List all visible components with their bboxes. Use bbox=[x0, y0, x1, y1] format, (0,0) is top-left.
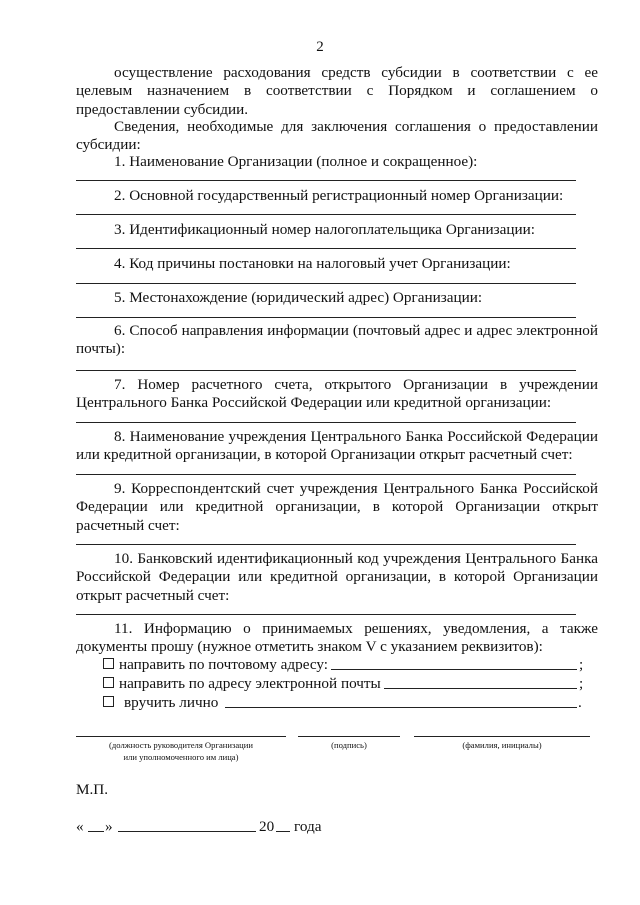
date-close-quote: » bbox=[105, 818, 113, 835]
position-caption bbox=[76, 739, 286, 763]
date-day-fill-line[interactable] bbox=[88, 831, 104, 832]
item-6-label: 6. Способ направления информации (почтовый адрес и адрес электронной почты): bbox=[76, 322, 598, 358]
item-2-label: 2. Основной государственный регистрационный номер Организации: bbox=[114, 187, 564, 204]
item-3-fill-line[interactable] bbox=[76, 248, 576, 249]
item-9-label: 9. Корреспондентский счет учреждения Центрального Банка Российской Федерации или кредитной организации, в которой Организации открыт расчетный счет: bbox=[76, 480, 598, 534]
page-number: 2 bbox=[316, 39, 324, 55]
item-10-fill-line[interactable] bbox=[76, 614, 576, 615]
option-personal[interactable] bbox=[103, 694, 218, 712]
item-5-label: 5. Местонахождение (юридический адрес) Организации: bbox=[114, 289, 483, 306]
option-personal-label: вручить лично bbox=[124, 694, 219, 711]
signature-sign-line[interactable] bbox=[298, 736, 400, 737]
item-5-fill-line[interactable] bbox=[76, 317, 576, 318]
option-email-label: направить по адресу электронной почты bbox=[119, 675, 381, 692]
item-9-fill-line[interactable] bbox=[76, 544, 576, 545]
email-address-fill-line[interactable] bbox=[384, 688, 577, 689]
item-8-fill-line[interactable] bbox=[76, 474, 576, 475]
signature-caption: (подпись) bbox=[331, 740, 367, 750]
option-email[interactable] bbox=[103, 675, 381, 693]
mail-end-semicolon: ; bbox=[579, 656, 584, 673]
name-caption: (фамилия, инициалы) bbox=[462, 740, 542, 750]
item-3-label: 3. Идентификационный номер налогоплательщика Организации: bbox=[114, 221, 535, 238]
name-sign-line[interactable] bbox=[414, 736, 590, 737]
stamp-label: М.П. bbox=[76, 781, 109, 798]
date-year-fill-line[interactable] bbox=[276, 831, 290, 832]
position-sign-line[interactable] bbox=[76, 736, 286, 737]
position-caption-line-1: (должность руководителя Организации bbox=[109, 740, 253, 750]
item-6-fill-line[interactable] bbox=[76, 370, 576, 371]
item-8-label: 8. Наименование учреждения Центрального Банка Российской Федерации или кредитной организации, в которой Организации открыт расчетный счет: bbox=[76, 428, 598, 464]
item-10-label: 10. Банковский идентификационный код учреждения Центрального Банка Российской Федерации или кредитной организации, в которой Организации открыт расчетный счет: bbox=[76, 550, 598, 604]
item-7-fill-line[interactable] bbox=[76, 422, 576, 423]
personal-fill-line[interactable] bbox=[225, 707, 577, 708]
email-checkbox[interactable] bbox=[103, 677, 114, 688]
item-4-fill-line[interactable] bbox=[76, 283, 576, 284]
intro-paragraph: осуществление расходования средств субсидии в соответствии с ее целевым назначением в соответствии с Порядком и соглашением о предоставлении субсидии. bbox=[76, 64, 598, 118]
item-1-label: 1. Наименование Организации (полное и сокращенное): bbox=[114, 153, 478, 170]
date-month-fill-line[interactable] bbox=[118, 831, 256, 832]
personal-checkbox[interactable] bbox=[103, 696, 114, 707]
mail-address-fill-line[interactable] bbox=[331, 669, 577, 670]
option-mail[interactable] bbox=[103, 656, 328, 674]
item-4-label: 4. Код причины постановки на налоговый учет Организации: bbox=[114, 255, 511, 272]
item-7-label: 7. Номер расчетного счета, открытого Организации в учреждении Центрального Банка Российской Федерации или кредитной организации: bbox=[76, 376, 598, 412]
position-caption-line-2: или уполномоченного им лица) bbox=[123, 752, 239, 762]
email-end-semicolon: ; bbox=[579, 675, 584, 692]
item-2-fill-line[interactable] bbox=[76, 214, 576, 215]
date-year-prefix: 20 bbox=[259, 818, 275, 835]
option-mail-label: направить по почтовому адресу: bbox=[119, 656, 329, 673]
item-11-label: 11. Информацию о принимаемых решениях, уведомления, а также документы прошу (нужное отметить знаком V с указанием реквизитов): bbox=[76, 620, 598, 656]
personal-end-period: . bbox=[578, 694, 582, 711]
mail-checkbox[interactable] bbox=[103, 658, 114, 669]
item-1-fill-line[interactable] bbox=[76, 180, 576, 181]
date-year-suffix: года bbox=[294, 818, 322, 835]
date-open-quote: « bbox=[76, 818, 84, 835]
info-heading: Сведения, необходимые для заключения соглашения о предоставлении субсидии: bbox=[76, 118, 598, 154]
